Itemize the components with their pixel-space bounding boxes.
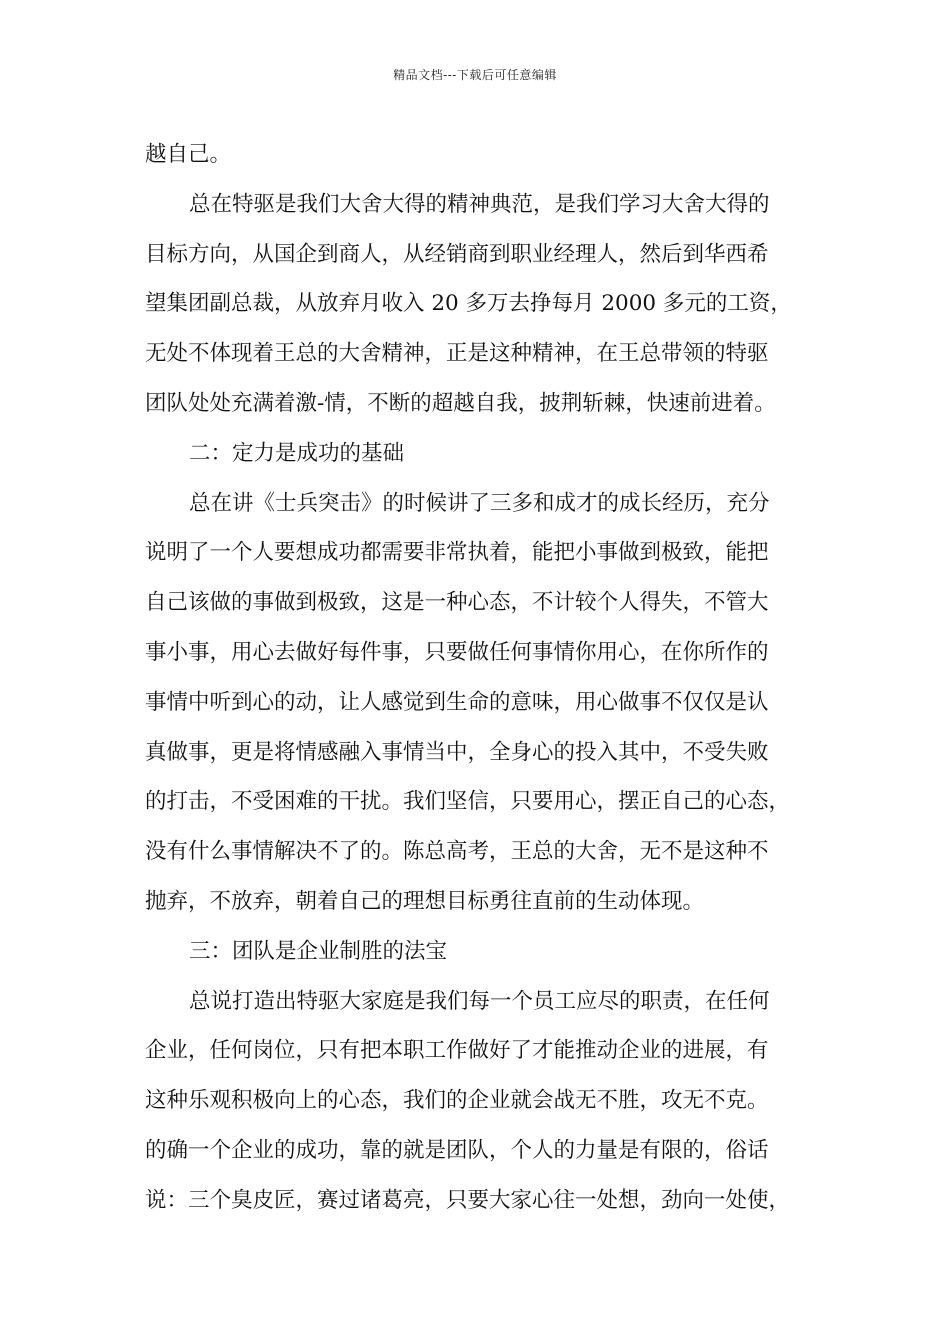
document-body bbox=[145, 130, 825, 1226]
text-line: 目标方向，从国企到商人，从经销商到职业经理人，然后到华西希 bbox=[145, 241, 769, 267]
text-line: 这种乐观积极向上的心态，我们的企业就会战无不胜，攻无不克。 bbox=[145, 1088, 769, 1114]
text-line: 越自己。 bbox=[145, 142, 232, 167]
page-header: 精品文档---下载后可任意编辑 bbox=[393, 68, 557, 82]
text-line: 说：三个臭皮匠，赛过诸葛亮，只要大家心往一处想，劲向一处使， bbox=[145, 1187, 791, 1213]
text-line: 没有什么事情解决不了的。陈总高考，王总的大舍，无不是这种不 bbox=[145, 839, 769, 865]
section-heading: 三：团队是企业制胜的法宝 bbox=[189, 938, 448, 964]
text-line: 事情中听到心的动，让人感觉到生命的意味，用心做事不仅仅是认 bbox=[145, 689, 769, 715]
text-line: 说明了一个人要想成功都需要非常执着，能把小事做到极致，能把 bbox=[145, 540, 769, 566]
text-line: 总在讲《士兵突击》的时候讲了三多和成才的成长经历，充分 bbox=[189, 490, 770, 516]
text-line: 事小事，用心去做好每件事，只要做任何事情你用心，在你所作的 bbox=[145, 639, 769, 665]
text-line: 抛弃，不放弃，朝着自己的理想目标勇往直前的生动体现。 bbox=[145, 888, 705, 914]
text-line: 望集团副总裁，从放弃月收入 20 多万去挣每月 2000 多元的工资， bbox=[145, 291, 792, 317]
text-line: 的打击，不受困难的干扰。我们坚信，只要用心，摆正自己的心态， bbox=[145, 789, 791, 815]
text-line: 自己该做的事做到极致，这是一种心态，不计较个人得失，不管大 bbox=[145, 590, 769, 616]
text-line: 无处不体现着王总的大舍精神，正是这种精神，在王总带领的特驱 bbox=[145, 341, 769, 367]
section-heading: 二：定力是成功的基础 bbox=[189, 440, 405, 466]
text-line: 团队处处充满着激-情，不断的超越自我，披荆斩棘，快速前进着。 bbox=[145, 390, 776, 416]
text-line: 企业，任何岗位，只有把本职工作做好了才能推动企业的进展，有 bbox=[145, 1038, 769, 1064]
text-line: 总在特驱是我们大舍大得的精神典范，是我们学习大舍大得的 bbox=[189, 191, 770, 217]
text-line: 总说打造出特驱大家庭是我们每一个员工应尽的职责，在任何 bbox=[189, 988, 770, 1014]
text-line: 的确一个企业的成功，靠的就是团队，个人的力量是有限的，俗话 bbox=[145, 1137, 769, 1163]
text-line: 真做事，更是将情感融入事情当中，全身心的投入其中，不受失败 bbox=[145, 739, 769, 765]
